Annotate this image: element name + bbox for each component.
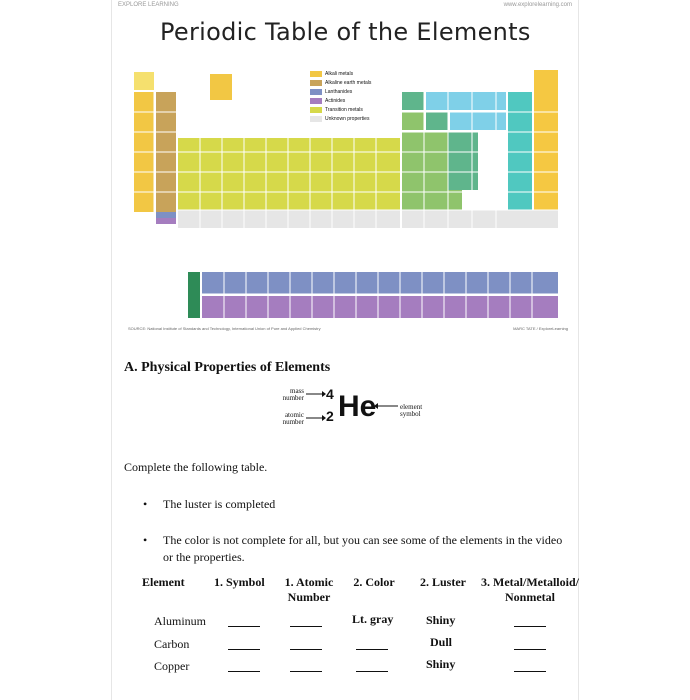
header-element: Element bbox=[142, 575, 185, 589]
luster-value: Dull bbox=[430, 635, 453, 649]
legend-item: Alkali metals bbox=[310, 70, 371, 78]
diagram-arrows bbox=[278, 384, 478, 434]
legend-item: Alkaline earth metals bbox=[310, 79, 371, 87]
color-blank[interactable] bbox=[356, 671, 388, 672]
legend-item: Actinides bbox=[310, 97, 371, 105]
element-symbol-label: element symbol bbox=[400, 403, 423, 418]
mass-number: 4 bbox=[326, 386, 334, 402]
symbol-blank[interactable] bbox=[228, 649, 260, 650]
credit-source: SOURCE: National Institute of Standards and Technology, International Union of Pure and Applied Chemistry bbox=[128, 326, 321, 331]
header-atomic-number: 1. Atomic Number bbox=[284, 575, 334, 604]
page-header bbox=[112, 0, 578, 10]
row-element-name: Copper bbox=[154, 659, 190, 673]
mass-number-label: mass number bbox=[282, 387, 304, 402]
site-url: www.explorelearning.com bbox=[503, 2, 572, 8]
atomic-number-blank[interactable] bbox=[290, 649, 322, 650]
bullet-item: • The color is not complete for all, but you can see some of the elements in the video or the properties. bbox=[145, 532, 565, 566]
legend-item: Lanthanides bbox=[310, 88, 371, 96]
legend-item: Unknown properties bbox=[310, 115, 371, 123]
atomic-number-blank[interactable] bbox=[290, 626, 322, 627]
periodic-table-legend bbox=[210, 70, 410, 126]
atomic-number-blank[interactable] bbox=[290, 671, 322, 672]
metal-type-blank[interactable] bbox=[514, 671, 546, 672]
instruction-text: Complete the following table. bbox=[124, 460, 268, 474]
symbol-blank[interactable] bbox=[228, 671, 260, 672]
section-heading: A. Physical Properties of Elements bbox=[124, 360, 331, 375]
metal-type-blank[interactable] bbox=[514, 626, 546, 627]
luster-value: Shiny bbox=[426, 613, 456, 627]
header-color: 2. Color bbox=[353, 575, 395, 589]
metal-type-blank[interactable] bbox=[514, 649, 546, 650]
header-symbol: 1. Symbol bbox=[214, 575, 265, 589]
atomic-number-label: atomic number bbox=[282, 411, 304, 426]
legend-item: Transition metals bbox=[310, 106, 371, 114]
header-metal-type: 3. Metal/Metalloid/ Nonmetal bbox=[481, 575, 579, 604]
atomic-number: 2 bbox=[326, 408, 334, 424]
element-symbol: He bbox=[338, 390, 377, 423]
header-luster: 2. Luster bbox=[420, 575, 466, 589]
helium-diagram bbox=[278, 384, 478, 434]
luster-value: Shiny bbox=[426, 657, 456, 671]
symbol-blank[interactable] bbox=[228, 626, 260, 627]
bullet-item: • The luster is completed bbox=[145, 496, 565, 513]
page-title: Periodic Table of the Elements bbox=[160, 18, 531, 46]
brand-logo: EXPLORE LEARNING bbox=[118, 2, 179, 8]
periodic-table-credits bbox=[128, 326, 568, 331]
row-element-name: Carbon bbox=[154, 637, 190, 651]
legend-categories bbox=[310, 70, 371, 124]
row-element-name: Aluminum bbox=[154, 614, 207, 628]
color-value: Lt. gray bbox=[352, 612, 394, 626]
color-blank[interactable] bbox=[356, 649, 388, 650]
credit-author: MARC TATE / ExploreLearning bbox=[513, 326, 568, 331]
